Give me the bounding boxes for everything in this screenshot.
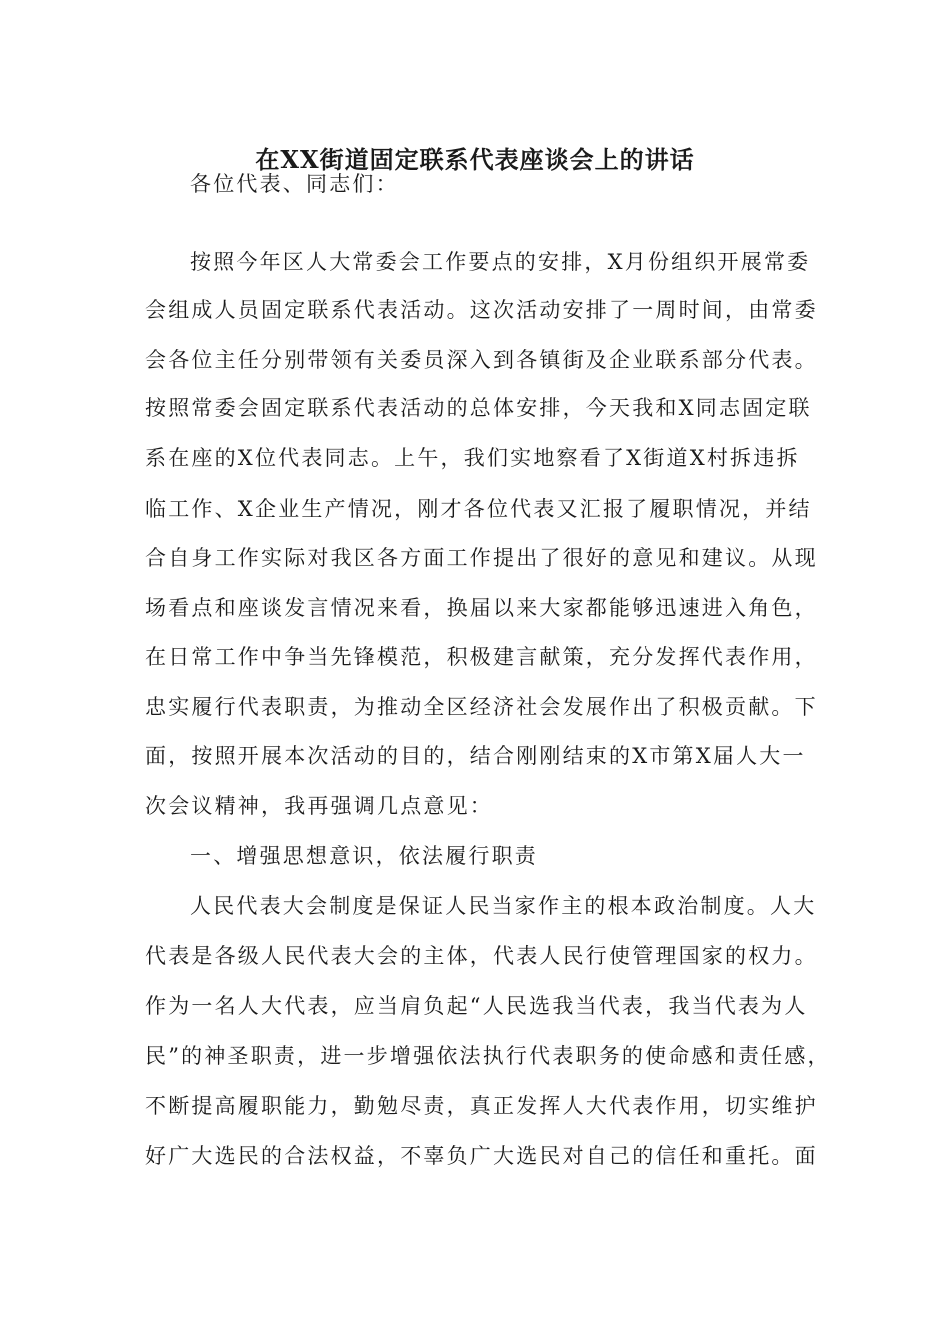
section-heading: 一、增强思想意识，依法履行职责 <box>190 844 538 868</box>
text-line: 按照常委会固定联系代表活动的总体安排，今天我和X同志固定联 <box>145 396 812 420</box>
text-line: 合自身工作实际对我区各方面工作提出了很好的意见和建议。从现 <box>145 546 818 570</box>
document-title: 在XX街道固定联系代表座谈会上的讲话 <box>255 145 695 174</box>
salutation: 各位代表、同志们： <box>190 172 399 196</box>
text-line: 按照今年区人大常委会工作要点的安排，X月份组织开展常委 <box>190 250 811 274</box>
text-line: 好广大选民的合法权益，不辜负广大选民对自己的信任和重托。面 <box>145 1144 818 1168</box>
text-line: 不断提高履职能力，勤勉尽责，真正发挥人大代表作用，切实维护 <box>145 1094 818 1118</box>
text-line: 场看点和座谈发言情况来看，换届以来大家都能够迅速进入角色， <box>145 596 818 620</box>
text-line: 在日常工作中争当先锋模范，积极建言献策，充分发挥代表作用， <box>145 645 818 669</box>
text-line: 忠实履行代表职责，为推动全区经济社会发展作出了积极贡献。下 <box>145 695 818 719</box>
text-line: 面，按照开展本次活动的目的，结合刚刚结束的X市第X届人大一 <box>145 744 806 768</box>
text-line: 作为一名人大代表，应当肩负起“人民选我当代表，我当代表为人 <box>145 994 808 1018</box>
text-line: 系在座的X位代表同志。上午，我们实地察看了X街道X村拆违拆 <box>145 446 800 470</box>
text-line: 会各位主任分别带领有关委员深入到各镇街及企业联系部分代表。 <box>145 348 818 372</box>
text-line: 民”的神圣职责，进一步增强依法执行代表职务的使命感和责任感， <box>145 1044 831 1068</box>
text-line: 次会议精神，我再强调几点意见： <box>145 794 493 818</box>
text-line: 临工作、X企业生产情况，刚才各位代表又汇报了履职情况，并结 <box>145 497 812 521</box>
text-line: 代表是各级人民代表大会的主体，代表人民行使管理国家的权力。 <box>145 944 818 968</box>
text-line: 会组成人员固定联系代表活动。这次活动安排了一周时间，由常委 <box>145 298 818 322</box>
text-line: 人民代表大会制度是保证人民当家作主的根本政治制度。人大 <box>190 894 817 918</box>
